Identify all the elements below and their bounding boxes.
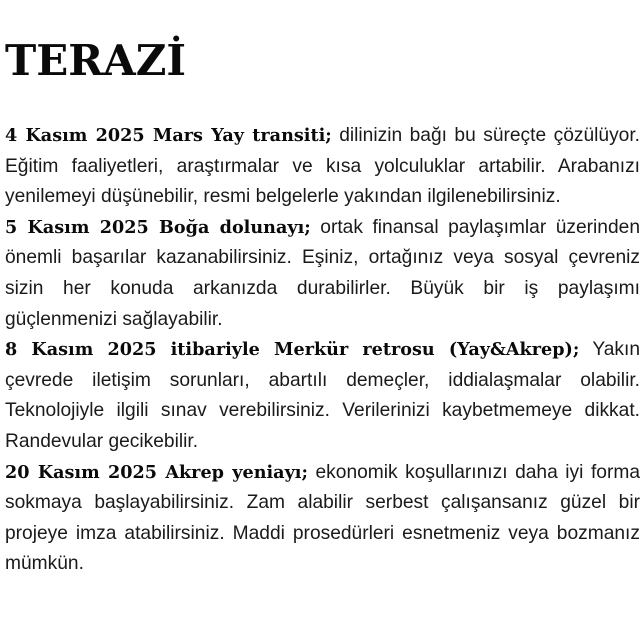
transit-heading: 5 Kasım 2025 Boğa dolunayı;: [5, 216, 311, 238]
transit-entry-scorpio-new-moon: [5, 458, 640, 580]
transit-entry-mercury-retrograde: [5, 335, 640, 457]
page-title: TERAZİ: [5, 36, 187, 85]
transit-list: [5, 121, 640, 580]
transit-body: Yakın çevrede iletişim sorunları, abartılı demeçler, iddialaşmalar olabilir. Teknolojiyle ilgili sınav verebilirsiniz. Verilerinizi kaybetmemeye dikkat. Randevular gecikebilir.: [5, 339, 640, 452]
transit-body: ekonomik koşullarınızı daha iyi forma sokmaya başlayabilirsiniz. Zam alabilir serbest çalışansanız güzel bir projeye imza atabilirsiniz. Maddi prosedürleri esnetmeniz veya bozmanız mümkün.: [5, 461, 640, 575]
transit-body: dilinizin bağı bu süreçte çözülüyor. Eğitim faaliyetleri, araştırmalar ve kısa yolculuklar artabilir. Arabanızı yenilemeyi düşünebilir, resmi belgelerle yakından ilgilenebilirsiniz.: [5, 125, 640, 208]
transit-body: ortak finansal paylaşımlar üzerinden önemli başarılar kazanabilirsiniz. Eşiniz, ortağınız veya sosyal çevreniz sizin her konuda arkanızda durabilirler. Büyük bir iş paylaşımı güçlenmenizi sağlayabilir.: [5, 216, 640, 330]
transit-heading: 4 Kasım 2025 Mars Yay transiti;: [5, 125, 332, 146]
transit-heading: 20 Kasım 2025 Akrep yeniayı;: [5, 461, 308, 483]
transit-heading: 8 Kasım 2025 itibariyle Merkür retrosu (Yay&Akrep);: [5, 339, 580, 361]
transit-entry-mars-sagittarius: [5, 121, 640, 213]
transit-entry-taurus-full-moon: [5, 213, 640, 335]
